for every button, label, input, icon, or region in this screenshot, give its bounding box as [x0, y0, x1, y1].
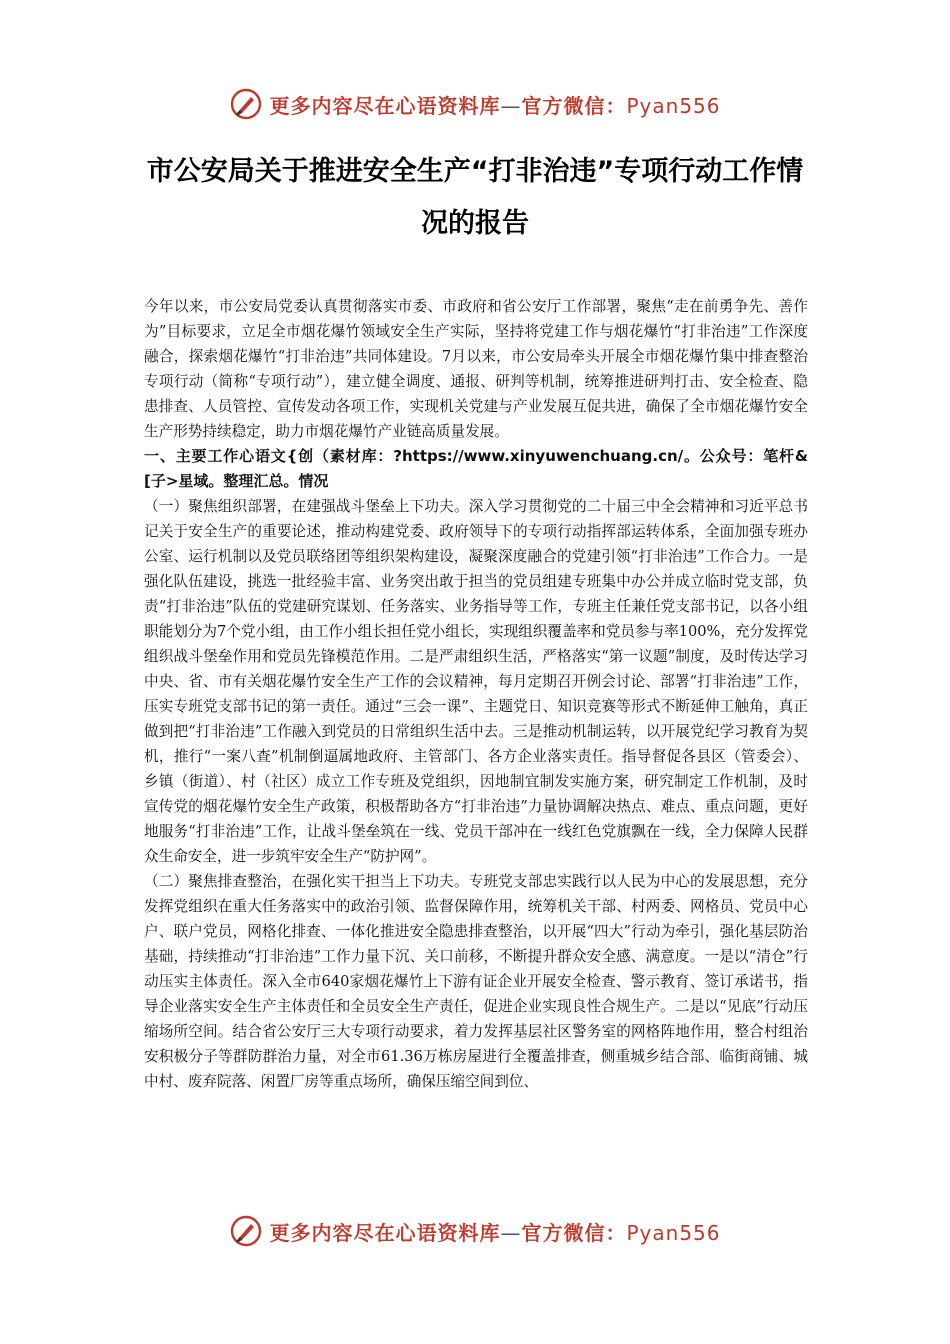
- brush-logo-icon: [229, 87, 263, 121]
- document-body: [144, 294, 808, 1094]
- watermark-text: 更多内容尽在心语资料库—官方微信：Pyan556: [269, 1220, 721, 1245]
- paragraph-1: （一）聚焦组织部署，在建强战斗堡垒上下功夫。深入学习贯彻党的二十届三中全会精神和习近平总书记关于安全生产的重要论述，推动构建党委、政府领导下的专项行动指挥部运转体系，全面加强专班办公室、运行机制以及党员联络团等组织架构建设，凝聚深度融合的党建引领“打非治违”工作合力。一是强化队伍建设，挑选一批经验丰富、业务突出敢于担当的党员组建专班集中办公并成立临时党支部，负责“打非治违”队伍的党建研究谋划、任务落实、业务指导等工作，专班主任兼任党支部书记，以各小组职能划分为7个党小组，由工作小组长担任党小组长，实现组织覆盖率和党员参与率100%，充分发挥党组织战斗堡垒作用和党员先锋模范作用。二是严肃组织生活，严格落实“第一议题”制度，及时传达学习中央、省、市有关烟花爆竹安全生产工作的会议精神，每月定期召开例会讨论、部署“打非治违”工作，压实专班党支部书记的第一责任。通过“三会一课”、主题党日、知识竞赛等形式不断延伸工触角，真正做到把“打非治违”工作融入到党员的日常组织生活中去。三是推动机制运转，以开展党纪学习教育为契机，推行“一案八查”机制倒逼属地政府、主管部门、各方企业落实责任。指导督促各县区（管委会）、乡镇（街道）、村（社区）成立工作专班及党组织，因地制宜制发实施方案，研究制定工作机制，及时宣传党的烟花爆竹安全生产政策，积极帮助各方“打非治违”力量协调解决热点、难点、重点问题，更好地服务“打非治违”工作，让战斗堡垒筑在一线、党员干部冲在一线红色党旗飘在一线，全力保障人民群众生命安全，进一步筑牢安全生产“防护网”。: [144, 498, 808, 865]
- watermark-banner-top: [0, 84, 950, 124]
- watermark-text: 更多内容尽在心语资料库—官方微信：Pyan556: [269, 93, 721, 118]
- paragraph-2: （二）聚焦排查整治，在强化实干担当上下功夫。专班党支部忠实践行以人民为中心的发展思想，充分发挥党组织在重大任务落实中的政治引领、监督保障作用，统筹机关干部、村两委、网格员、党员中心户、联户党员，网格化排查、一体化推进安全隐患排查整治，以开展“四大”行动为牵引，强化基层防治基础，持续推动“打非治违”工作力量下沉、关口前移，不断提升群众安全感、满意度。一是以“清仓”行动压实主体责任。深入全市640家烟花爆竹上下游有证企业开展安全检查、警示教育、签订承诺书，指导企业落实安全生产主体责任和全员安全生产责任，促进企业实现良性合规生产。二是以“见底”行动压缩场所空间。结合省公安厅三大专项行动要求，着力发挥基层社区警务室的网格阵地作用，整合村组治安积极分子等群防群治力量，对全市61.36万栋房屋进行全覆盖排查，侧重城乡结合部、临街商铺、城中村、废弃院落、闲置厂房等重点场所，确保压缩空间到位、: [144, 873, 808, 1090]
- watermark-banner-bottom: [0, 1211, 950, 1251]
- intro-paragraph: 今年以来，市公安局党委认真贯彻落实市委、市政府和省公安厅工作部署，聚焦“走在前勇争先、善作为”目标要求，立足全市烟花爆竹领域安全生产实际，坚持将党建工作与烟花爆竹“打非治违”工作深度融合，探索烟花爆竹“打非治违”共同体建设。7月以来，市公安局牵头开展全市烟花爆竹集中排查整治专项行动（简称“专项行动”），建立健全调度、通报、研判等机制，统筹推进研判打击、安全检查、隐患排查、人员管控、宣传发动各项工作，实现机关党建与产业发展互促共进，确保了全市烟花爆竹安全生产形势持续稳定，助力市烟花爆竹产业链高质量发展。: [144, 298, 808, 440]
- document-title: 市公安局关于推进安全生产“打非治违”专项行动工作情况的报告: [146, 156, 804, 239]
- section-heading: 一、主要工作心语文{创（素材库：?https://www.xinyuwenchuang.cn/。公众号：笔杆&[子>星域。整理汇总。情况: [144, 447, 808, 490]
- brush-logo-icon: [229, 1214, 263, 1248]
